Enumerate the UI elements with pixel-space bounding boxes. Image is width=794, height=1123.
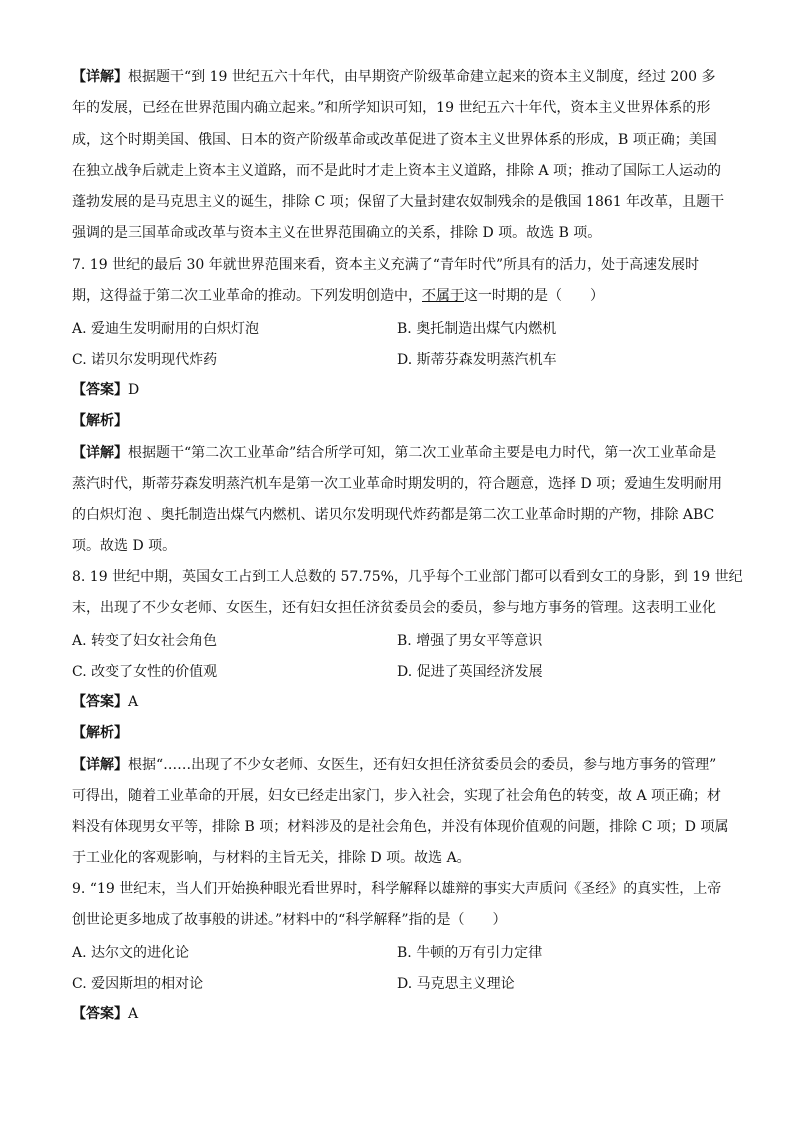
- q7-option-b: B. 奥托制造出煤气内燃机: [397, 321, 557, 337]
- q7-detail-line-4: 项。故选 D 项。: [72, 538, 177, 555]
- q7-answer: 【答案】D: [72, 382, 140, 398]
- q8-answer-block: [72, 687, 729, 875]
- q7-option-d: D. 斯蒂芬森发明蒸汽机车: [397, 352, 557, 368]
- q6-detail-line-1: 【详解】根据题干“到 19 世纪五六十年代，由早期资产阶级革命建立起来的资本主义制度，经过 200 多: [72, 69, 716, 85]
- q9-option-b: B. 牛顿的万有引力定律: [397, 945, 543, 961]
- q6-detail-line-4: 在独立战争后就走上资本主义道路，而不是此时才走上资本主义道路，排除 A 项；推动了国际工人运动的: [72, 162, 722, 179]
- q9-stem: [72, 874, 722, 937]
- q7-option-a: A. 爱迪生发明耐用的白炽灯泡: [72, 321, 260, 337]
- q8-option-d: D. 促进了英国经济发展: [397, 664, 543, 680]
- q9-answer: 【答案】A: [72, 1006, 139, 1022]
- q8-detail-line-3: 料没有体现男女平等，排除 B 项；材料涉及的是社会角色，并没有体现价值观的问题，排除 C 项；D 项属: [72, 819, 729, 836]
- q7-detail-line-2: 蒸汽时代，斯蒂芬森发明蒸汽机车是第一次工业革命时期发明的，符合题意，选择 D 项；爱迪生发明耐用: [72, 475, 723, 492]
- q8-detail-line-1: 【详解】根据“……出现了不少女老师、女医生，还有妇女担任济贫委员会的委员，参与地方事务的管理”: [72, 756, 717, 773]
- q9-option-c: C. 爱因斯坦的相对论: [72, 976, 204, 992]
- q8-stem: [72, 562, 743, 625]
- q7-detail-line-3: 的白炽灯泡 、奥托制造出煤气内燃机、诺贝尔发明现代炸药都是第二次工业革命时期的产物，排除 ABC: [72, 507, 715, 524]
- q7-stem-line-1: 7. 19 世纪的最后 30 年就世界范围来看，资本主义充满了“青年时代”所具有的活力，处于高速发展时: [72, 257, 700, 273]
- q7-underlined-phrase: 不属于: [422, 288, 464, 305]
- q8-stem-line-1: 8. 19 世纪中期，英国女工占到工人总数的 57.75%，几乎每个工业部门都可以看到女工的身影，到 19 世纪: [72, 569, 743, 585]
- q6-detail-line-6: 强调的是三国革命或改革与资本主义在世界范围确立的关系，排除 D 项。故选 B 项。: [72, 225, 602, 242]
- q7-analysis-label: 【解析】: [72, 413, 128, 430]
- q8-option-a: A. 转变了妇女社会角色: [72, 633, 218, 649]
- q6-detail-line-3: 成，这个时期美国、俄国、日本的资产阶级革命或改革促进了资本主义世界体系的形成，B 项正确；美国: [72, 131, 717, 148]
- q7-option-c: C. 诺贝尔发明现代炸药: [72, 352, 218, 368]
- q9-option-d: D. 马克思主义理论: [397, 976, 515, 992]
- q8-detail-line-4: 于工业化的客观影响，与材料的主旨无关，排除 D 项。故选 A。: [72, 850, 471, 867]
- q9-answer-block: [72, 999, 722, 1030]
- q9-stem-line-1: 9. “19 世纪末，当人们开始换种眼光看世界时，科学解释以雄辩的事实大声质问《圣经》的真实性，上帝: [72, 881, 722, 897]
- q9-option-a: A. 达尔文的进化论: [72, 945, 190, 961]
- q8-analysis-label: 【解析】: [72, 725, 128, 742]
- q7-detail-line-1: 【详解】根据题干“第二次工业革命”结合所学可知，第二次工业革命主要是电力时代，第一次工业革命是: [72, 444, 717, 461]
- q7-stem-line-2: 期，这得益于第二次工业革命的推动。下列发明创造中，不属于这一时期的是（ ）: [72, 288, 604, 305]
- q9-stem-line-2: 创世论更多地成了故事般的讲述。”材料中的“科学解释”指的是（ ）: [72, 912, 507, 929]
- q8-option-b: B. 增强了男女平等意识: [397, 633, 543, 649]
- q8-detail-line-2: 可得出，随着工业革命的开展，妇女已经走出家门，步入社会，实现了社会角色的转变，故 A 项正确；材: [72, 787, 722, 804]
- q6-detail-line-5: 蓬勃发展的是马克思主义的诞生，排除 C 项；保留了大量封建农奴制残余的是俄国 1861 年改革，且题干: [72, 194, 725, 211]
- detail-label: 【详解】: [72, 69, 128, 85]
- q7-answer-block: [72, 375, 722, 563]
- q8-answer: 【答案】A: [72, 694, 139, 710]
- q6-detail: [72, 62, 725, 250]
- q7-stem: [72, 250, 722, 313]
- q8-stem-line-2: 末，出现了不少女老师、女医生，还有妇女担任济贫委员会的委员，参与地方事务的管理。这表明工业化: [72, 600, 716, 617]
- q6-detail-line-2: 年的发展，已经在世界范围内确立起来。”和所学知识可知，19 世纪五六十年代，资本主义世界体系的形: [72, 100, 711, 117]
- q8-option-c: C. 改变了女性的价值观: [72, 664, 218, 680]
